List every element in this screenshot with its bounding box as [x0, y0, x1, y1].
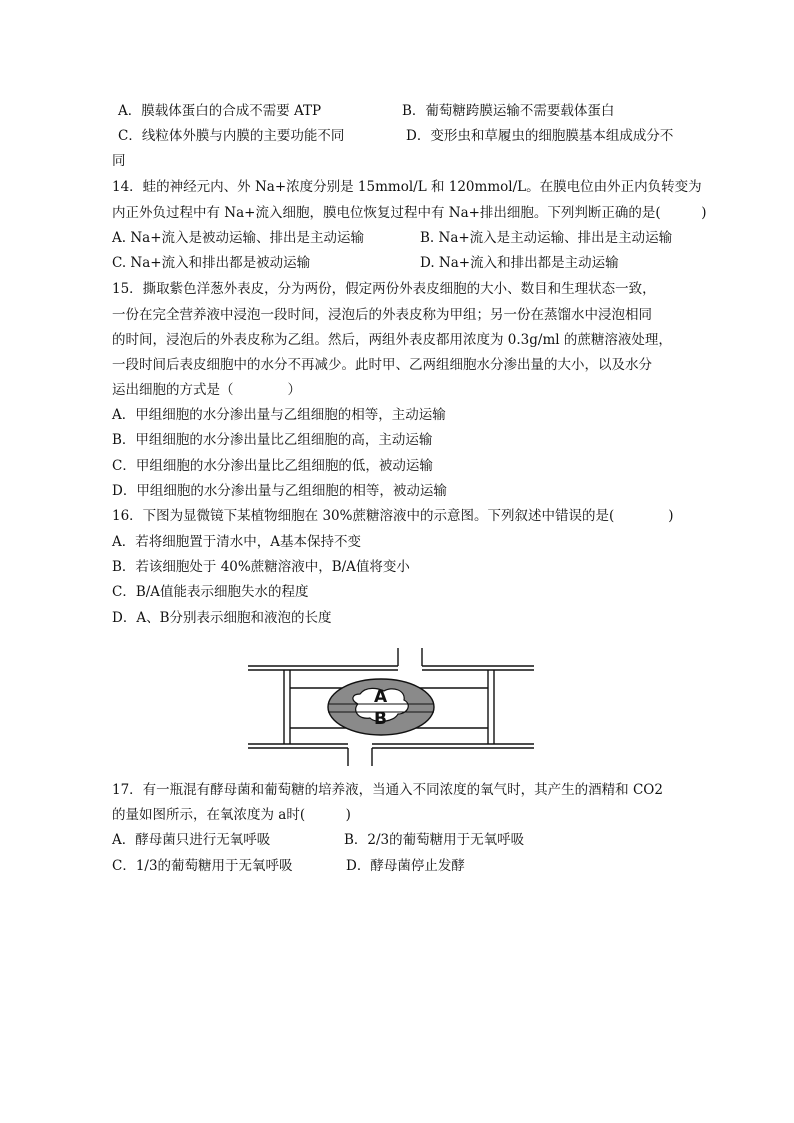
q13-option-c: C．线粒体外膜与内膜的主要功能不同	[118, 128, 345, 144]
q16-stem: 16．下图为显微镜下某植物细胞在 30%蔗糖溶液中的示意图。下列叙述中错误的是( )	[112, 508, 674, 524]
q17-stem-line1: 17．有一瓶混有酵母菌和葡萄糖的培养液，当通入不同浓度的氧气时，其产生的酒精和 CO2	[112, 782, 663, 798]
q14-option-a: A. Na+流入是被动运输、排出是主动运输	[112, 230, 365, 246]
q15-stem-line4: 一段时间后表皮细胞中的水分不再减少。此时甲、乙两组细胞水分渗出量的大小，以及水分	[112, 357, 652, 373]
q14-option-c: C. Na+流入和排出都是被动运输	[112, 255, 311, 271]
q13-option-d-cont: 同	[112, 153, 126, 169]
q17-option-a: A．酵母菌只进行无氧呼吸	[112, 832, 271, 848]
q15-stem-line2: 一份在完全营养液中浸泡一段时间，浸泡后的外表皮称为甲组；另一份在蒸馏水中浸泡相同	[112, 307, 652, 323]
plant-cell-figure	[248, 648, 534, 766]
q16-option-a: A．若将细胞置于清水中，A基本保持不变	[112, 534, 361, 550]
figure-label-a: A	[374, 687, 388, 707]
q17-option-c: C．1/3的葡萄糖用于无氧呼吸	[112, 858, 293, 874]
q16-option-c: C．B/A值能表示细胞失水的程度	[112, 584, 309, 600]
q14-option-d: D. Na+流入和排出都是主动运输	[420, 255, 619, 271]
q15-option-b: B．甲组细胞的水分渗出量比乙组细胞的高，主动运输	[112, 432, 433, 448]
q13-option-d: D．变形虫和草履虫的细胞膜基本组成成分不	[406, 128, 674, 144]
figure-label-b: B	[374, 709, 387, 729]
q16-option-b: B．若该细胞处于 40%蔗糖溶液中，B/A值将变小	[112, 559, 410, 575]
q15-stem-line5: 运出细胞的方式是（ ）	[112, 382, 301, 398]
q15-option-a: A．甲组细胞的水分渗出量与乙组细胞的相等，主动运输	[112, 407, 446, 423]
q14-stem-line1: 14．蛙的神经元内、外 Na+浓度分别是 15mmol/L 和 120mmol/L。在膜电位由外正内负转变为	[112, 179, 702, 195]
plant-cell-diagram	[248, 648, 534, 766]
q15-stem-line3: 的时间，浸泡后的外表皮称为乙组。然后，两组外表皮都用浓度为 0.3g/ml 的蔗糖溶液处理，	[112, 332, 672, 348]
q15-stem-line1: 15．撕取紫色洋葱外表皮，分为两份，假定两份外表皮细胞的大小、数目和生理状态一致，	[112, 281, 656, 297]
q15-option-c: C．甲组细胞的水分渗出量比乙组细胞的低，被动运输	[112, 458, 433, 474]
q14-option-b: B. Na+流入是主动运输、排出是主动运输	[420, 230, 673, 246]
q15-option-d: D．甲组细胞的水分渗出量与乙组细胞的相等，被动运输	[112, 483, 447, 499]
q17-option-b: B．2/3的葡萄糖用于无氧呼吸	[344, 832, 525, 848]
q17-option-d: D．酵母菌停止发酵	[346, 858, 465, 874]
q17-stem-line2: 的量如图所示，在氧浓度为 a时( )	[112, 807, 351, 823]
q16-option-d: D．A、B分别表示细胞和液泡的长度	[112, 610, 332, 626]
q14-stem-line2: 内正外负过程中有 Na+流入细胞，膜电位恢复过程中有 Na+排出细胞。下列判断正确的是( )	[112, 205, 707, 221]
q13-option-b: B．葡萄糖跨膜运输不需要载体蛋白	[402, 103, 615, 119]
q13-option-a: A．膜载体蛋白的合成不需要 ATP	[118, 103, 322, 119]
